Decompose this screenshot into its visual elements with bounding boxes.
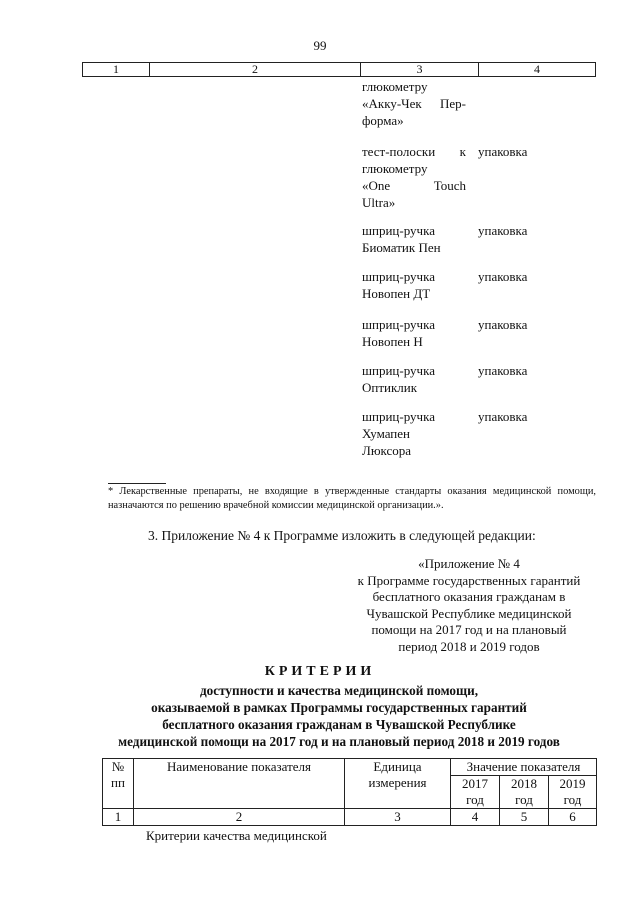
- drug-name: глюкометру «Акку-Чек Пер- форма»: [362, 79, 466, 128]
- col-name-header: Наименование показателя: [134, 759, 345, 809]
- col-header-2: 2: [150, 63, 361, 77]
- drug-name: шприц-ручка Биоматик Пен: [362, 223, 441, 255]
- table-number-cell: 4: [451, 809, 500, 826]
- criteria-title: КРИТЕРИИ: [264, 664, 376, 679]
- drug-unit: упаковка: [478, 317, 528, 332]
- amendment-paragraph: 3. Приложение № 4 к Программе изложить в следующей редакции:: [148, 528, 536, 543]
- drug-unit: упаковка: [478, 409, 528, 424]
- drug-name: шприц-ручка Новопен Н: [362, 317, 435, 349]
- year-2018-header: 2018 год: [500, 776, 549, 809]
- footnote-rule: [108, 483, 166, 484]
- footnote: * Лекарственные препараты, не входящие в утвержденные стандарты оказания медицинской помощи, назначаются по решению врачебной комиссии медицинской организации.».: [108, 486, 596, 511]
- table-number-cell: 2: [134, 809, 345, 826]
- table-number-cell: 6: [549, 809, 597, 826]
- col-value-header: Значение показателя: [451, 759, 597, 776]
- drug-name: тест-полоски к глюкометру «One Touch Ultra»: [362, 144, 466, 210]
- page-number: 99: [313, 38, 327, 53]
- col-no-header: № пп: [103, 759, 134, 809]
- table-number-cell: 1: [103, 809, 134, 826]
- year-2017-header: 2017 год: [451, 776, 500, 809]
- drug-name: шприц-ручка Хумапен Люксора: [362, 409, 435, 458]
- table-number-cell: 5: [500, 809, 549, 826]
- top-table-header: [82, 62, 596, 77]
- drug-unit: упаковка: [478, 363, 528, 378]
- year-2019-header: 2019 год: [549, 776, 597, 809]
- criteria-table: [102, 758, 597, 826]
- drug-unit: упаковка: [478, 144, 528, 159]
- table-number-cell: 3: [345, 809, 451, 826]
- drug-unit: упаковка: [478, 269, 528, 284]
- drug-name: шприц-ручка Новопен ДТ: [362, 269, 435, 301]
- drug-unit: упаковка: [478, 223, 528, 238]
- drug-name: шприц-ручка Оптиклик: [362, 363, 435, 395]
- col-header-3: 3: [361, 63, 479, 77]
- appendix-heading: «Приложение № 4 к Программе государственных гарантий бесплатного оказания гражданам в Чувашской Республике медицинской помощи на 2017 год и на плановый период 2018 и 2019 годов: [357, 556, 581, 654]
- criteria-section-heading: Критерии качества медицинской: [146, 828, 327, 843]
- col-header-1: 1: [83, 63, 150, 77]
- col-unit-header: Единица измерения: [345, 759, 451, 809]
- col-header-4: 4: [479, 63, 596, 77]
- criteria-subtitle: доступности и качества медицинской помощи, оказываемой в рамках Программы государственных гарантий бесплатного оказания гражданам в Чувашской Республике медицинской помощи на 2017 год и на плановый период 2018 и 2019 годов: [118, 683, 560, 749]
